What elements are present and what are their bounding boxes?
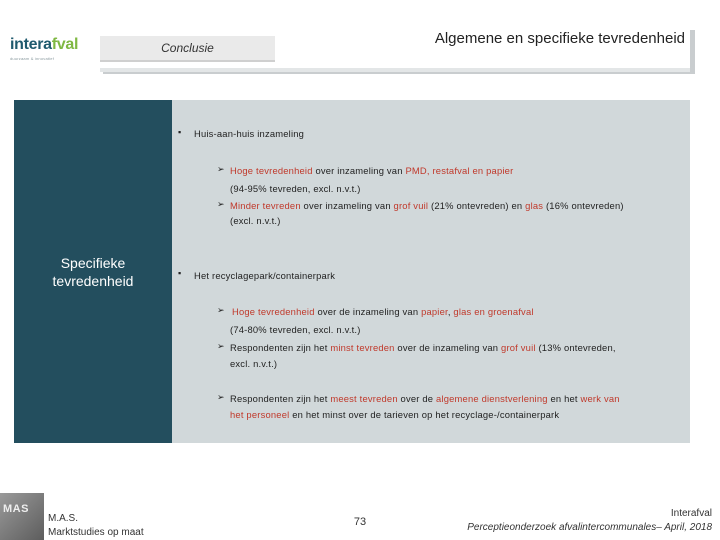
footer-source: Interafval Perceptieonderzoek afvalintercommunales– April, 2018 (467, 508, 712, 533)
body-text: over de inzameling van (314, 306, 422, 317)
highlight-text: grof vuil (393, 200, 429, 211)
highlight-text: PMD, restafval en papier (405, 165, 514, 176)
section-tab (100, 36, 275, 62)
point-detail (230, 409, 559, 420)
point-detail: (74-80% tevreden, excl. n.v.t.) (230, 324, 361, 335)
body-text: over inzameling van (300, 200, 394, 211)
highlight-text: glas en groenafval (453, 306, 534, 317)
body-text: (16% ontevreden) (543, 200, 624, 211)
highlight-text: meest tevreden (330, 393, 398, 404)
body-text: (21% ontevreden) en (428, 200, 526, 211)
logo-wordmark: interafval (10, 36, 79, 53)
highlight-text: algemene dienstverlening (436, 393, 548, 404)
arrow-icon: ➢ (217, 164, 225, 174)
body-text: , (447, 306, 454, 317)
point-line (230, 342, 616, 353)
point-detail: excl. n.v.t.) (230, 358, 278, 369)
mas-logo: MAS (0, 493, 44, 540)
body-text: (13% ontevreden, (535, 342, 616, 353)
highlight-text: Minder tevreden (230, 200, 301, 211)
body-text: over de (397, 393, 437, 404)
mas-company-name: M.A.S. Marktstudies op maat (48, 513, 144, 538)
point-line (230, 200, 624, 211)
point-detail: (excl. n.v.t.) (230, 215, 281, 226)
body-text: en het minst over de tarieven op het recyclage-/containerpark (289, 409, 560, 420)
interafval-logo (10, 36, 100, 66)
highlight-text: werk van (580, 393, 620, 404)
body-text: en het (547, 393, 581, 404)
arrow-icon: ➢ (217, 305, 225, 315)
highlight-text: papier (421, 306, 448, 317)
logo-tagline: duurzaam & innovatief (10, 56, 55, 61)
body-text: over de inzameling van (394, 342, 502, 353)
section-heading: Het recyclagepark/containerpark (194, 270, 336, 281)
point-line (230, 393, 620, 404)
page-number: 73 (353, 516, 367, 528)
section-label: Conclusie (161, 41, 214, 55)
point-line (232, 306, 534, 317)
arrow-icon: ➢ (217, 341, 225, 351)
highlight-text: het personeel (230, 409, 290, 420)
highlight-text: minst tevreden (330, 342, 395, 353)
highlight-text: glas (525, 200, 544, 211)
body-text: Respondenten zijn het (230, 393, 331, 404)
arrow-icon: ➢ (217, 199, 225, 209)
arrow-icon: ➢ (217, 392, 225, 402)
page-title: Algemene en specifieke tevredenheid (434, 30, 685, 47)
bullet-icon: ▪ (178, 127, 182, 137)
body-text: over inzameling van (312, 165, 406, 176)
left-panel (14, 100, 172, 443)
highlight-text: Hoge tevredenheid (230, 165, 313, 176)
highlight-text: Hoge tevredenheid (232, 306, 315, 317)
body-text: Respondenten zijn het (230, 342, 331, 353)
left-panel-label: Specifieke tevredenheid (52, 254, 134, 289)
section-heading: Huis-aan-huis inzameling (194, 128, 305, 139)
highlight-text: grof vuil (501, 342, 536, 353)
point-detail: (94-95% tevreden, excl. n.v.t.) (230, 183, 361, 194)
bullet-icon: ▪ (178, 268, 182, 278)
point-line (230, 165, 513, 176)
